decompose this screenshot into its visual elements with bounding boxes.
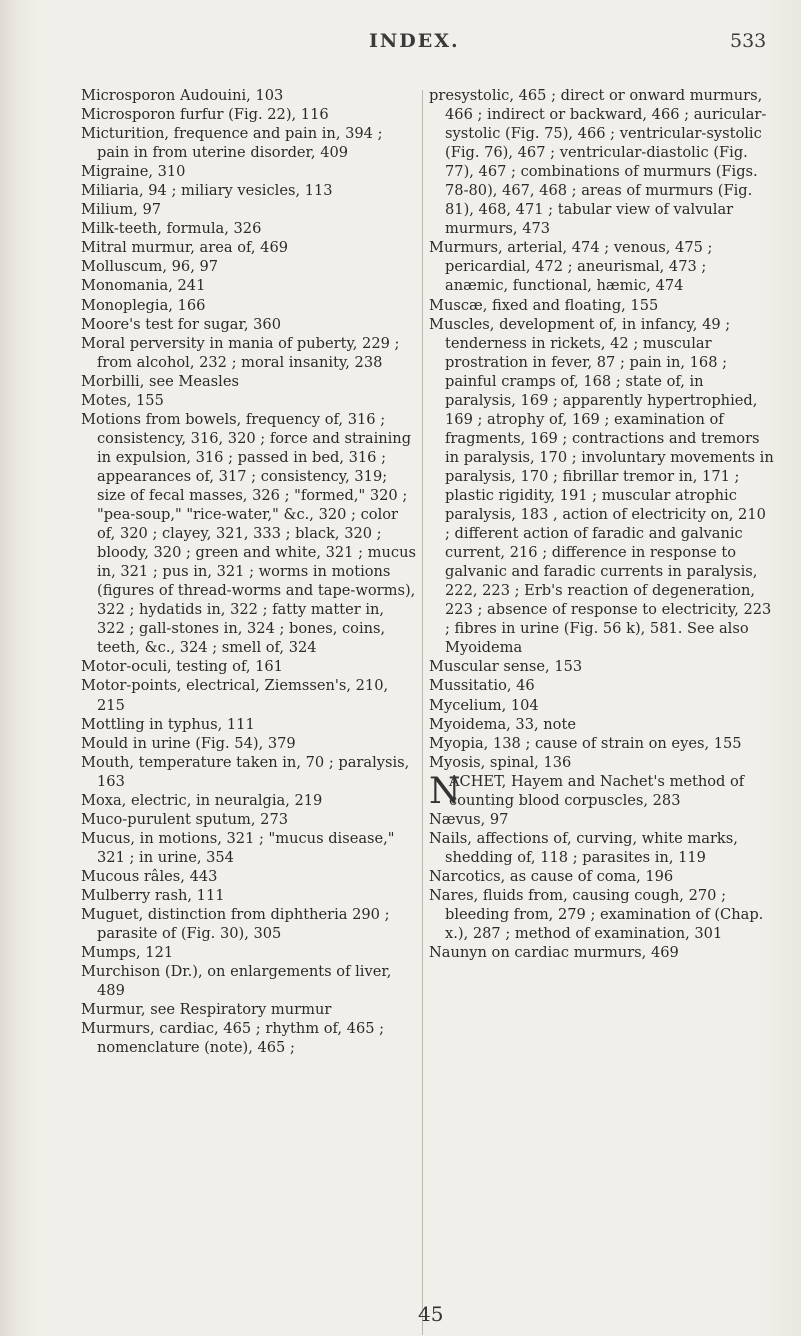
running-title: INDEX. bbox=[369, 30, 460, 52]
index-entry: Moral perversity in mania of puberty, 229 ; from alcohol, 232 ; moral insanity, 238 bbox=[81, 334, 400, 371]
index-entry: Narcotics, as cause of coma, 196 bbox=[429, 867, 674, 885]
index-entry: Muscular sense, 153 bbox=[429, 658, 583, 676]
index-entry: Motor-oculi, testing of, 161 bbox=[81, 658, 283, 676]
page-header bbox=[0, 30, 801, 60]
index-entry: Mouth, temperature taken in, 70 ; paralysis, 163 bbox=[81, 753, 410, 790]
index-entry: Myosis, spinal, 136 bbox=[429, 753, 572, 771]
index-entry: Myoidema, 33, note bbox=[429, 715, 576, 733]
index-entry: Migraine, 310 bbox=[81, 163, 186, 181]
index-entry: Moxa, electric, in neuralgia, 219 bbox=[81, 791, 323, 809]
index-entry: Murmurs, cardiac, 465 ; rhythm of, 465 ; nomenclature (note), 465 ; bbox=[81, 1020, 385, 1057]
index-entry: Microsporon furfur (Fig. 22), 116 bbox=[81, 106, 329, 124]
index-entry: Microsporon Audouini, 103 bbox=[81, 87, 284, 104]
index-entry: Mumps, 121 bbox=[81, 944, 174, 962]
index-entry: Miliaria, 94 ; miliary vesicles, 113 bbox=[81, 182, 333, 200]
index-entry: Mucous râles, 443 bbox=[81, 867, 218, 885]
right-column bbox=[429, 86, 774, 962]
index-entry: Mussitatio, 46 bbox=[429, 677, 535, 695]
right-entries-m bbox=[429, 86, 774, 772]
index-entry: presystolic, 465 ; direct or onward murmurs, 466 ; indirect or backward, 466 ; auricular-systolic (Fig. 75), 466 ; ventricular-systolic (Fig. 76), 467 ; ventricular-diastolic (Fig. 77), 467 ; combinations of murmurs (Figs. 78-80), 467, 468 ; areas of murmurs (Fig. 81), 468, 471 ; tabular view of valvular murmurs, 473 bbox=[429, 87, 767, 238]
index-entry: Mycelium, 104 bbox=[429, 696, 539, 714]
index-entry: Murchison (Dr.), on enlargements of liver, 489 bbox=[81, 963, 392, 1000]
index-entry: Murmur, see Respiratory murmur bbox=[81, 1001, 332, 1019]
index-entry: Muguet, distinction from diphtheria 290 ; parasite of (Fig. 30), 305 bbox=[81, 906, 390, 943]
index-entry: Molluscum, 96, 97 bbox=[81, 258, 219, 276]
drop-cap-letter: N bbox=[429, 770, 461, 812]
index-entry: Moore's test for sugar, 360 bbox=[81, 315, 282, 333]
index-entry: Milk-teeth, formula, 326 bbox=[81, 220, 262, 238]
index-entry: Milium, 97 bbox=[81, 201, 162, 219]
index-entry: Muco-purulent sputum, 273 bbox=[81, 810, 289, 828]
column-divider bbox=[422, 90, 423, 1335]
index-entry: Naunyn on cardiac murmurs, 469 bbox=[429, 944, 679, 962]
index-entry: Mulberry rash, 111 bbox=[81, 886, 225, 904]
index-entry: Micturition, frequence and pain in, 394 ; pain in from uterine disorder, 409 bbox=[81, 125, 383, 162]
index-entry: Motor-points, electrical, Ziemssen's, 210, 215 bbox=[81, 677, 389, 714]
index-entry: Muscles, development of, in infancy, 49 ; tenderness in rickets, 42 ; muscular prostration in fever, 87 ; pain in, 168 ; painful cramps of, 168 ; state of, in paralysis, 169 ; apparently hypertrophied, 169 ; atrophy of, 169 ; examination of fragments, 169 ; contractions and tremors in paralysis, 170 ; involuntary movements in paralysis, 170 ; fibrillar tremor in, 171 ; plastic rigidity, 191 ; muscular atrophic paralysis, 183 , action of electricity on, 210 ; different action of faradic and galvanic current, 216 ; difference in response to galvanic and faradic currents in paralysis, 222, 223 ; Erb's reaction of degeneration, 223 ; absence of response to electricity, 223 ; fibres in urine (Fig. 56 k), 581. See also Myoidema bbox=[429, 315, 774, 657]
index-entry: Motions from bowels, frequency of, 316 ; consistency, 316, 320 ; force and straining in expulsion, 316 ; passed in bed, 316 ; appearances of, 317 ; consistency, 319; size of fecal masses, 326 ; "formed," 320 ; "pea-soup," "rice-water," &c., 320 ; color of, 320 ; clayey, 321, 333 ; black, 320 ; bloody, 320 ; green and white, 321 ; mucus in, 321 ; pus in, 321 ; worms in motions (figures of thread-worms and tape-worms), 322 ; hydatids in, 322 ; fatty matter in, 322 ; gall-stones in, 324 ; bones, coins, teeth, &c., 324 ; smell of, 324 bbox=[81, 410, 416, 657]
index-entry: Morbilli, see Measles bbox=[81, 372, 239, 390]
right-entries-n bbox=[429, 810, 774, 962]
index-entry: Mucus, in motions, 321 ; "mucus disease," 321 ; in urine, 354 bbox=[81, 829, 395, 866]
index-entry: Muscæ, fixed and floating, 155 bbox=[429, 296, 659, 314]
drop-cap-entry-text: ACHET, Hayem and Nachet's method of counting blood corpuscles, 283 bbox=[449, 772, 745, 809]
index-entry: Mottling in typhus, 111 bbox=[81, 715, 255, 733]
left-column bbox=[81, 86, 416, 1057]
index-entry: Motes, 155 bbox=[81, 391, 164, 409]
index-entry: Monoplegia, 166 bbox=[81, 296, 206, 314]
index-entry: Nails, affections of, curving, white marks, shedding of, 118 ; parasites in, 119 bbox=[429, 829, 738, 866]
index-entry: Mould in urine (Fig. 54), 379 bbox=[81, 734, 296, 752]
index-entry: Myopia, 138 ; cause of strain on eyes, 155 bbox=[429, 734, 742, 752]
index-entry-drop-cap bbox=[429, 772, 774, 810]
index-entry: Nares, fluids from, causing cough, 270 ; bleeding from, 279 ; examination of (Chap. x.), 287 ; method of examination, 301 bbox=[429, 886, 764, 943]
index-entry: Monomania, 241 bbox=[81, 277, 206, 295]
index-entry: Murmurs, arterial, 474 ; venous, 475 ; pericardial, 472 ; aneurismal, 473 ; anæmic, functional, hæmic, 474 bbox=[429, 239, 713, 295]
page-number: 533 bbox=[730, 30, 767, 52]
index-entry: Mitral murmur, area of, 469 bbox=[81, 239, 289, 257]
index-entry: Nævus, 97 bbox=[429, 810, 509, 828]
signature-mark: 45 bbox=[418, 1302, 444, 1326]
